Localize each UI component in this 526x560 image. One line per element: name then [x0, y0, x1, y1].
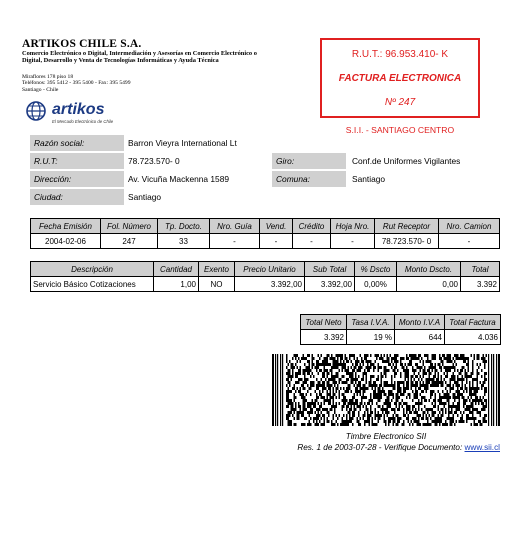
vend-value: -: [260, 234, 293, 249]
timbre-barcode: [272, 354, 500, 426]
header-cantidad: Cantidad: [154, 262, 199, 277]
header-monto-dscto: Monto Dscto.: [397, 262, 461, 277]
giro-label: Giro:: [272, 153, 346, 169]
item-pct-dscto: 0,00%: [355, 277, 397, 292]
issuer-city: Santiago - Chile: [22, 86, 59, 93]
table-row: [31, 277, 500, 292]
header-hoja-nro: Hoja Nro.: [331, 219, 375, 234]
header-monto-iva: Monto I.V.A: [395, 315, 445, 330]
issuer-name: ARTIKOS CHILE S.A.: [22, 38, 142, 50]
direccion-label: Dirección:: [30, 171, 124, 187]
issuer-address: Miraflores 178 piso 18: [22, 74, 74, 80]
tasa-iva-value: 19 %: [347, 330, 395, 345]
razon-social-value: Barron Vieyra International Lt: [128, 138, 237, 148]
header-credito: Crédito: [293, 219, 331, 234]
item-precio-unitario: 3.392,00: [235, 277, 305, 292]
ciudad-value: Santiago: [128, 192, 162, 202]
issuer-rut: R.U.T.: 96.953.410- K: [351, 49, 449, 60]
fol-numero-value: 247: [101, 234, 158, 249]
stamp-title: Timbre Electronico SII: [345, 432, 427, 441]
header-fol-numero: Fol. Número: [101, 219, 158, 234]
artikos-logo: artikos: [52, 101, 105, 118]
header-total-factura: Total Factura: [445, 315, 501, 330]
table-row: [31, 234, 500, 249]
item-descripcion: Servicio Básico Cotizaciones: [31, 277, 154, 292]
artikos-globe-icon: [24, 101, 50, 121]
header-total: Total: [461, 262, 500, 277]
fecha-emision-value: 2004-02-06: [31, 234, 101, 249]
total-neto-value: 3.392: [301, 330, 347, 345]
header-descripcion: Descripción: [31, 262, 154, 277]
document-info-header-row: [31, 219, 500, 234]
document-type: FACTURA ELECTRONICA: [338, 73, 462, 84]
item-sub-total: 3.392,00: [305, 277, 355, 292]
sii-verify-link[interactable]: www.sii.cl: [464, 443, 500, 452]
document-info-table: [30, 218, 500, 249]
issuer-phones: Teléfonos: 395 5412 - 395 5400 - Fax: 395 5499: [22, 80, 131, 87]
comuna-value: Santiago: [352, 174, 386, 184]
header-rut-receptor: Rut Receptor: [375, 219, 439, 234]
monto-iva-value: 644: [395, 330, 445, 345]
header-nro-guia: Nro. Guía: [210, 219, 260, 234]
header-tp-docto: Tp. Docto.: [158, 219, 210, 234]
totals-table: [300, 314, 501, 345]
header-total-neto: Total Neto: [301, 315, 347, 330]
logo-tagline: El Mercado Electrónico de Chile: [52, 119, 114, 124]
ciudad-label: Ciudad:: [30, 189, 124, 205]
rut-value: 78.723.570- 0: [128, 156, 180, 166]
stamp-legal-line: [272, 443, 500, 452]
header-fecha-emision: Fecha Emisión: [31, 219, 101, 234]
sii-office: S.I.I. - SANTIAGO CENTRO: [345, 125, 455, 135]
stamp-legal-text: Res. 1 de 2003-07-28 - Verifique Documento:: [297, 443, 465, 452]
item-cantidad: 1,00: [154, 277, 199, 292]
direccion-value: Av. Vicuña Mackenna 1589: [128, 174, 230, 184]
totals-header-row: [301, 315, 501, 330]
issuer-activity: Comercio Electrónico o Digital, Intermediación y Asesorías en Comercio Electrónico o Digital, Desarrollo y Venta de Tecnologías Informáticas y Ayuda Técnica: [22, 50, 257, 65]
credito-value: -: [293, 234, 331, 249]
document-number: Nº 247: [384, 97, 416, 108]
nro-guia-value: -: [210, 234, 260, 249]
hoja-nro-value: -: [331, 234, 375, 249]
rut-receptor-value: 78.723.570- 0: [375, 234, 439, 249]
nro-camion-value: -: [439, 234, 500, 249]
header-precio-unitario: Precio Unitario: [235, 262, 305, 277]
header-tasa-iva: Tasa I.V.A.: [347, 315, 395, 330]
table-row: [301, 330, 501, 345]
comuna-label: Comuna:: [272, 171, 346, 187]
header-pct-dscto: % Dscto: [355, 262, 397, 277]
header-vend: Vend.: [260, 219, 293, 234]
total-factura-value: 4.036: [445, 330, 501, 345]
document-id-box: [320, 38, 480, 118]
header-nro-camion: Nro. Camion: [439, 219, 500, 234]
items-table: [30, 261, 500, 292]
razon-social-label: Razón social:: [30, 135, 124, 151]
rut-label: R.U.T:: [30, 153, 124, 169]
header-exento: Exento: [199, 262, 235, 277]
issuer-address-block: [22, 74, 262, 93]
items-header-row: [31, 262, 500, 277]
item-exento: NO: [199, 277, 235, 292]
item-total: 3.392: [461, 277, 500, 292]
giro-value: Conf.de Uniformes Vigilantes: [352, 156, 461, 166]
item-monto-dscto: 0,00: [397, 277, 461, 292]
header-sub-total: Sub Total: [305, 262, 355, 277]
tp-docto-value: 33: [158, 234, 210, 249]
